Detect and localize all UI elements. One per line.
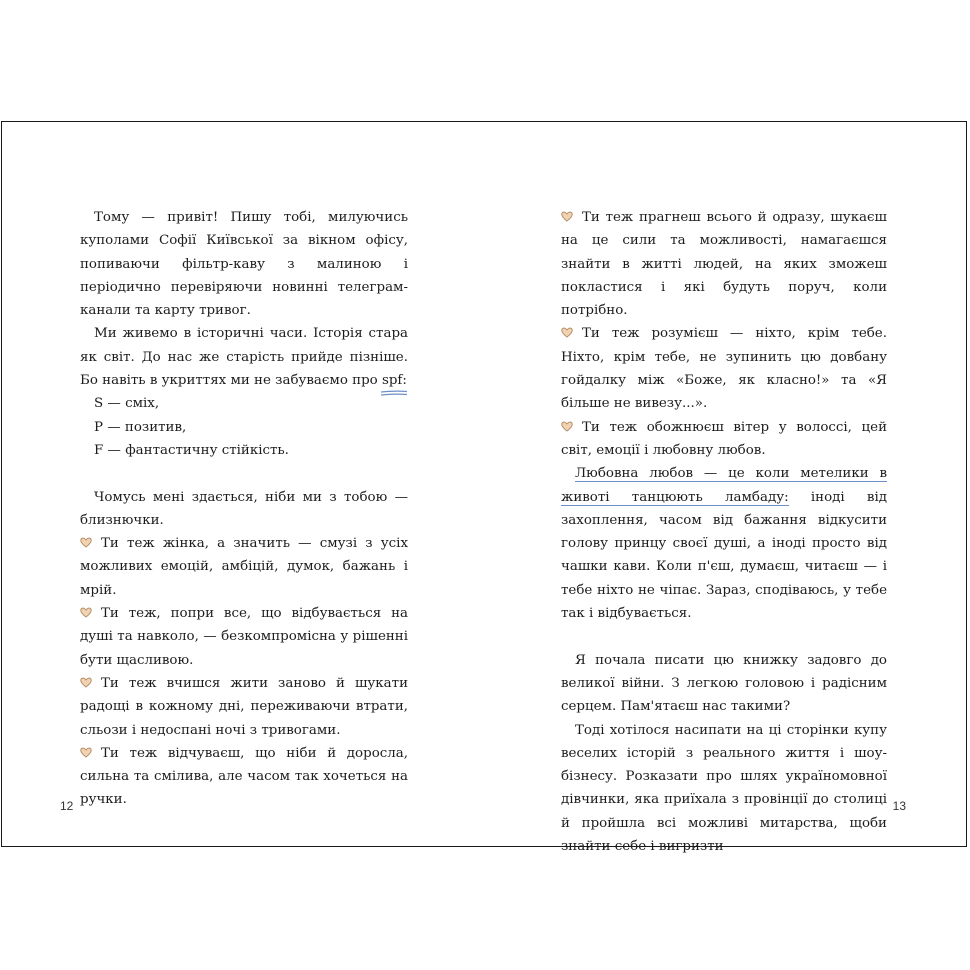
heart-icon <box>80 537 92 548</box>
spf-word: spf <box>381 373 403 389</box>
spf-highlight <box>382 373 402 388</box>
heart-paragraph <box>80 602 408 672</box>
list-item: F — фантастичну стійкість. <box>94 442 289 458</box>
heart-icon <box>80 607 92 618</box>
paragraph-text: Ми живемо в історичні часи. Історія стара як світ. До нас же старість прийде пізніше. Бо навіть в укриттях ми не забуваємо про <box>80 326 408 389</box>
page-number: 13 <box>892 799 906 813</box>
heart-icon <box>561 211 573 222</box>
paragraph: Тому — привіт! Пишу тобі, милуючись куполами Софії Київської за вікном офісу, попиваючи фільтр-каву з малиною і періодично перевіряючи новинні телеграм-канали та карту тривог. <box>80 210 408 319</box>
heart-text: Ти теж прагнеш всього й одразу, шукаєш на це сили та можливості, намагаєшся знайти в житті людей, на яких зможеш покластися і які будуть поруч, коли потрібно. <box>561 210 887 319</box>
page-number: 12 <box>60 799 74 813</box>
heart-paragraph <box>561 206 887 322</box>
paragraph-text: іноді від захоплення, часом від бажання відкусити голову принцу своєї душі, а іноді просто від чашки кави. Коли п'єш, думаєш, читаєш — і тебе ніхто не чіпає. Зараз, сподіваюсь, у тебе так і відбувається. <box>561 489 887 622</box>
paragraph: Чомусь мені здається, ніби ми з тобою — близнючки. <box>80 489 408 528</box>
paragraph: Я почала писати цю книжку задовго до великої війни. З легкою головою і радісним серцем. Пам'ятаєш нас такими? <box>561 652 887 715</box>
heart-text: Ти теж жінка, а значить — смузі з усіх можливих емоцій, амбіцій, думок, бажань і мрій. <box>80 536 408 598</box>
paragraph: Тоді хотілося насипати на ці сторінки купу веселих історій з реального життя і шоу-бізнесу. Розказати про шлях україномовної дівчинки, яка приїхала з провінції до столиці й пройшла всі можливі митарства, щоби знайти себе і вигризти <box>561 722 887 855</box>
book-spread <box>1 121 967 855</box>
double-underline-icon <box>380 390 408 396</box>
right-page <box>485 122 968 855</box>
heart-paragraph <box>80 742 408 812</box>
heart-paragraph <box>561 322 887 415</box>
heart-text: Ти теж обожнюєш вітер у волоссі, цей світ, емоції і любовну любов. <box>561 419 887 458</box>
heart-text: Ти теж вчишся жити заново й шукати радощі в кожному дні, переживаючи втрати, сльози і недоспані ночі з тривогами. <box>80 675 408 738</box>
colon: : <box>402 373 407 389</box>
paragraph <box>561 462 887 625</box>
heart-icon <box>561 327 573 338</box>
heart-paragraph <box>80 672 408 742</box>
list-item: S — сміх, <box>94 396 160 412</box>
heart-paragraph <box>561 416 887 463</box>
left-page <box>2 122 485 846</box>
right-text-column <box>561 206 887 858</box>
heart-text: Ти теж, попри все, що відбувається на душі та навколо, — безкомпромісна у рішенні бути щасливою. <box>80 606 408 668</box>
heart-paragraph <box>80 532 408 602</box>
heart-icon <box>80 677 92 688</box>
heart-icon <box>561 421 573 432</box>
underlined-phrase: Любовна любов — це коли метелики в животі танцюють ламбаду: <box>561 466 887 505</box>
list-item: P — позитив, <box>94 419 187 435</box>
heart-text: Ти теж розумієш — ніхто, крім тебе. Ніхто, крім тебе, не зупинить цю довбану гойдалку між «Боже, як класно!» та «Я більше не вивезу...». <box>561 326 887 412</box>
heart-text: Ти теж відчуваєш, що ніби й доросла, сильна та смілива, але часом так хочеться на ручки. <box>80 745 408 808</box>
paragraph <box>80 322 408 392</box>
left-text-column <box>80 206 408 812</box>
heart-icon <box>80 747 92 758</box>
